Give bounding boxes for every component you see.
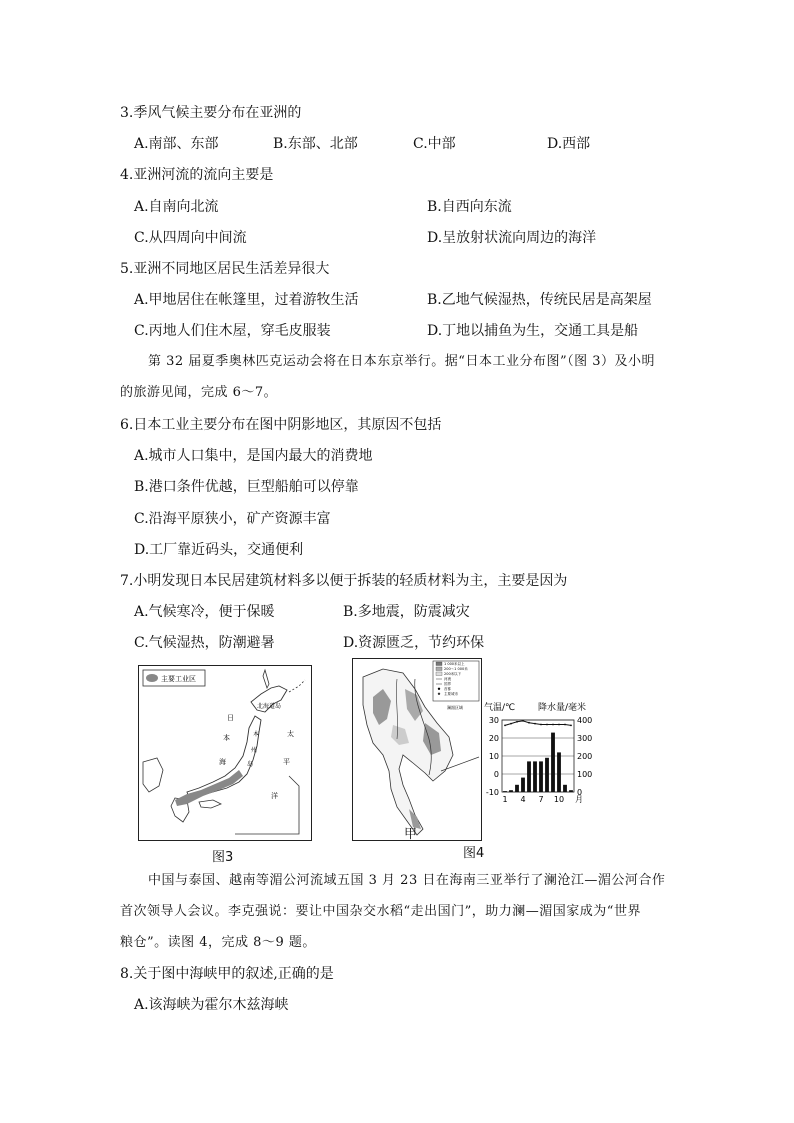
question-7-option-d: D.资源匮乏，节约环保 — [343, 635, 485, 651]
climate-temp-point — [516, 721, 518, 723]
question-5-stem: 5.亚洲不同地区居民生活差异很大 — [120, 261, 330, 277]
legend-industry-swatch — [146, 674, 158, 682]
intro-6-7-line-1: 第 32 届夏季奥林匹克运动会将在日本东京举行。据“日本工业分布图”（图 3）及小明 — [148, 354, 656, 369]
fig4-legend-label: 主要城市 — [444, 692, 458, 696]
question-6-option-a: A.城市人口集中，是国内最大的消费地 — [134, 448, 373, 464]
intro-6-7-line-2: 的旅游见闻，完成 6～7。 — [120, 385, 278, 400]
figure-3-japan-industry-map — [138, 665, 312, 841]
inset-boundary — [235, 776, 299, 834]
label-honshu-dao: 岛 — [247, 761, 254, 768]
climate-temp-point — [540, 724, 542, 726]
question-4-stem: 4.亚洲河流的流向主要是 — [120, 167, 274, 183]
question-5-option-b: B.乙地气候湿热，传统民居是高架屋 — [427, 292, 652, 308]
climate-chart — [480, 700, 600, 810]
climate-precip-bar — [515, 785, 519, 792]
question-4-option-d: D.呈放射状流向周边的海洋 — [427, 230, 597, 246]
climate-precip-bar — [527, 761, 531, 792]
legend-industry-label: 主要工业区 — [161, 675, 196, 683]
fig4-legend-swatch — [436, 662, 442, 666]
climate-x-tick: 7 — [538, 795, 544, 804]
question-7-option-c: C.气候湿热，防潮避暑 — [134, 635, 275, 651]
climate-temp-point — [546, 724, 548, 726]
climate-precip-bar — [503, 791, 507, 792]
question-3-option-c: C.中部 — [413, 136, 456, 152]
climate-precip-bar — [539, 761, 543, 792]
fig4-legend-label: 首都 — [444, 687, 451, 691]
label-ping: 平 — [283, 758, 290, 766]
question-5-option-a: A.甲地居住在帐篷里，过着游牧生活 — [134, 292, 359, 308]
intro-8-9-line-1: 中国与泰国、越南等湄公河流域五国 3 月 23 日在海南三亚举行了澜沧江—湄公河合作 — [148, 873, 666, 888]
climate-left-tick: 10 — [488, 752, 499, 761]
question-5-option-c: C.丙地人们住木屋，穿毛皮服装 — [134, 323, 331, 339]
climate-x-tick: 1 — [502, 795, 508, 804]
fig4-legend-extra: 澜湄区域 — [447, 705, 463, 710]
figure-4-mekong-map — [352, 658, 482, 841]
label-yang: 洋 — [271, 792, 278, 800]
mekong-map-drawing — [353, 659, 481, 840]
climate-left-tick: 30 — [488, 716, 499, 725]
climate-temp-point — [552, 724, 554, 726]
fig4-legend-swatch — [438, 693, 440, 695]
sakhalin-landmass — [263, 670, 269, 688]
figure-3-caption: 图3 — [212, 850, 234, 865]
intro-8-9-line-2: 首次领导人会议。李克强说：要让中国杂交水稻“走出国门”，助力澜—湄国家成为“世界 — [120, 904, 641, 919]
climate-right-tick: 100 — [577, 770, 593, 779]
climate-precip-bar — [569, 790, 573, 792]
climate-precip-bar — [551, 733, 555, 792]
question-4-option-a: A.自南向北流 — [134, 199, 219, 215]
climate-precip-bar — [521, 778, 525, 792]
question-6-option-d: D.工厂靠近码头，交通便利 — [134, 542, 304, 558]
climate-right-tick: 0 — [577, 788, 583, 797]
climate-x-label: 月 — [575, 795, 583, 804]
climate-temp-point — [510, 723, 512, 725]
question-7-option-b: B.多地震，防震减灾 — [343, 604, 470, 620]
climate-precip-bar — [509, 790, 513, 792]
question-6-stem: 6.日本工业主要分布在图中阴影地区，其原因不包括 — [120, 417, 442, 433]
label-honshu-ben: 本 — [253, 731, 260, 738]
question-6-option-c: C.沿海平原狭小，矿产资源丰富 — [134, 511, 331, 527]
climate-temp-point — [564, 724, 566, 726]
label-tai: 太 — [287, 730, 294, 738]
climate-precip-bar — [545, 758, 549, 792]
figure-4-caption: 图4 — [463, 846, 485, 861]
climate-right-tick: 400 — [577, 716, 593, 725]
question-6-option-b: B.港口条件优越，巨型船舶可以停靠 — [134, 479, 359, 495]
climate-precip-bar — [563, 785, 567, 792]
climate-x-tick: 10 — [553, 795, 565, 804]
fig4-legend-swatch — [436, 667, 442, 671]
climate-left-tick: 0 — [493, 770, 499, 779]
climate-right-tick: 200 — [577, 752, 593, 761]
fig4-legend-swatch — [436, 672, 442, 676]
shikoku-island — [199, 800, 221, 808]
question-7-option-a: A.气候寒冷，便于保暖 — [134, 604, 275, 620]
question-3-option-a: A.南部、东部 — [134, 136, 219, 152]
question-3-stem: 3.季风气候主要分布在亚洲的 — [120, 105, 302, 121]
climate-chart-svg — [480, 700, 600, 810]
climate-temp-point — [522, 720, 524, 722]
intro-8-9-line-3: 粮仓”。读图 4，完成 8～9 题。 — [120, 935, 316, 950]
kuril-islands — [289, 680, 305, 692]
climate-temp-point — [558, 724, 560, 726]
label-honshu-zhou: 州 — [251, 747, 258, 754]
climate-precip-bar — [533, 761, 537, 792]
question-8-option-a: A.该海峡为霍尔木兹海峡 — [134, 997, 289, 1013]
fig4-legend-label: 河流 — [444, 677, 451, 681]
climate-temp-point — [528, 722, 530, 724]
question-7-stem: 7.小明发现日本民居建筑材料多以便于拆装的轻质材料为主，主要是因为 — [120, 573, 568, 589]
climate-title-temperature: 气温/℃ — [484, 703, 516, 713]
question-8-stem: 8.关于图中海峡甲的叙述,正确的是 — [120, 966, 334, 982]
fig4-legend-label: 200米以下 — [444, 672, 462, 676]
climate-left-tick: -10 — [485, 788, 499, 797]
fig4-legend-label: 200～1 000米 — [444, 667, 468, 671]
fig4-legend-label: 1 000米以上 — [444, 662, 465, 666]
climate-temp-point — [504, 725, 506, 727]
label-hokkaido: 北海道岛 — [257, 703, 282, 710]
climate-title-precipitation: 降水量/毫米 — [538, 703, 587, 713]
question-3-option-b: B.东部、北部 — [273, 136, 358, 152]
korea-landmass — [143, 758, 163, 792]
climate-right-tick: 300 — [577, 734, 593, 743]
question-4-option-b: B.自西向东流 — [427, 199, 512, 215]
climate-x-tick: 4 — [520, 795, 526, 804]
label-ri: 日 — [227, 714, 234, 722]
fig4-legend-swatch — [438, 688, 440, 690]
strait-label-jia: 甲 — [404, 827, 418, 842]
label-ben: 本 — [223, 734, 230, 742]
question-5-option-d: D.丁地以捕鱼为生，交通工具是船 — [427, 323, 639, 339]
japan-map-drawing — [139, 666, 311, 840]
climate-left-tick: 20 — [488, 734, 499, 743]
question-3-option-d: D.西部 — [547, 136, 591, 152]
label-hai: 海 — [219, 758, 226, 766]
climate-precip-bar — [557, 752, 561, 792]
climate-temp-point — [534, 723, 536, 725]
fig4-legend-label: 国界 — [444, 682, 451, 686]
climate-temp-point — [570, 725, 572, 727]
question-4-option-c: C.从四周向中间流 — [134, 230, 247, 246]
